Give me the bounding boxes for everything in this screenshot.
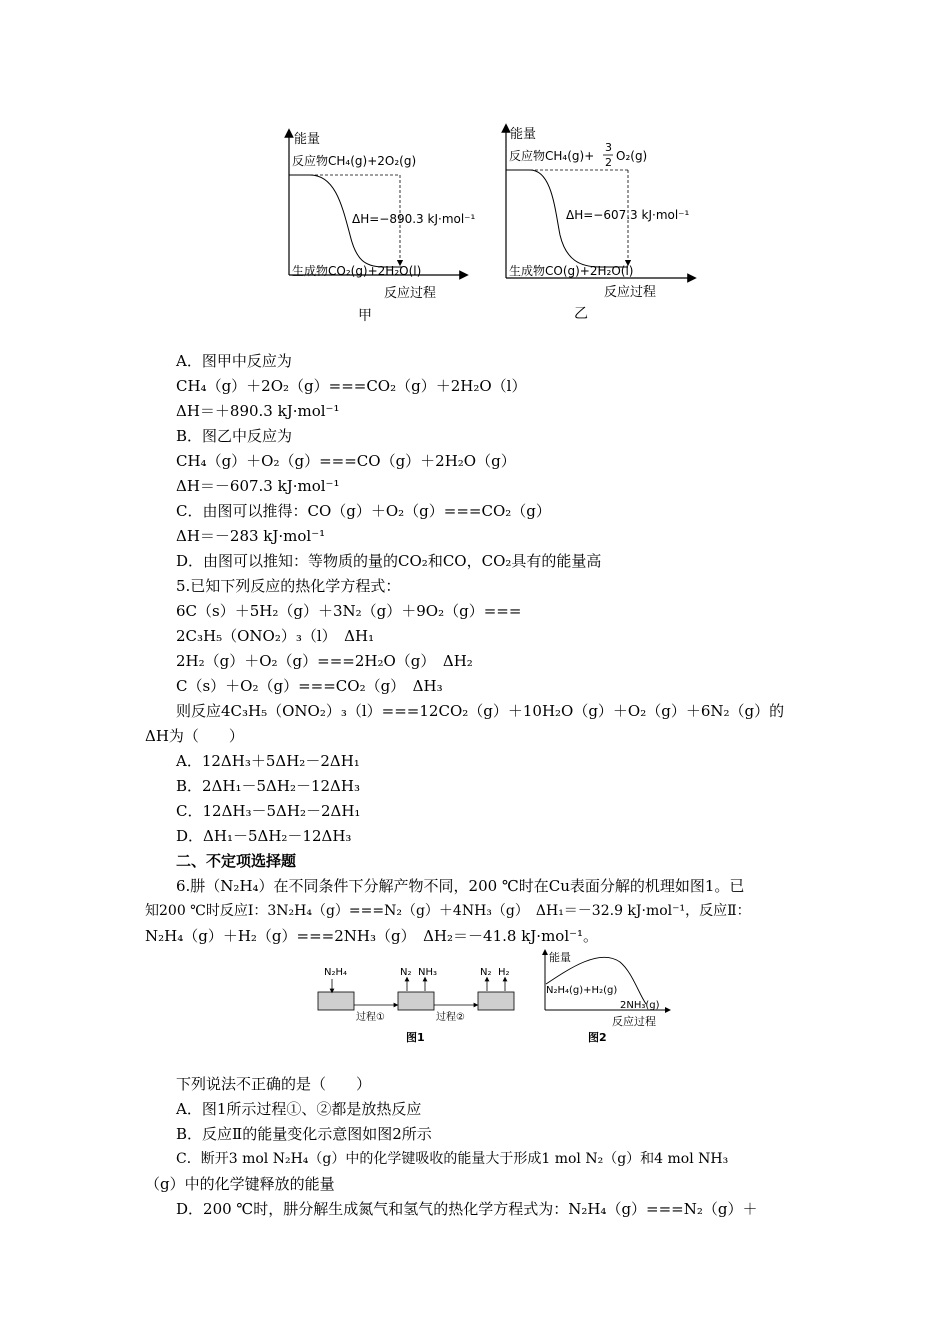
q5-stem: 5.已知下列反应的热化学方程式： — [176, 577, 401, 595]
q5-eq2: 2H₂（g）＋O₂（g）===2H₂O（g） ΔH₂ — [176, 652, 473, 670]
q6-stem-line1: 6.肼（N₂H₄）在不同条件下分解产物不同，200 ℃时在Cu表面分解的机理如图1。已 — [176, 877, 745, 895]
q4-option-b-equation: CH₄（g）＋O₂（g）===CO（g）＋2H₂O（g） — [176, 452, 516, 470]
figure-jia-svg — [280, 125, 480, 315]
reactant-label: 反应物CH₄(g)+ — [509, 149, 595, 163]
q4-option-a: A．图甲中反应为 — [176, 352, 292, 370]
q6-option-c-line2: （g）中的化学键释放的能量 — [145, 1175, 335, 1193]
fig1-step1: 过程① — [356, 1012, 385, 1023]
q5-option-b: B．2ΔH₁－5ΔH₂－12ΔH₃ — [176, 777, 360, 795]
figure-2 — [540, 948, 680, 1048]
q4-option-a-dh: ΔH＝＋890.3 kJ·mol⁻¹ — [176, 402, 340, 420]
q6-stem-line2: 知200 ℃时反应Ⅰ：3N₂H₄（g）===N₂（g）＋4NH₃（g） ΔH₁＝－32.9 kJ·mol⁻¹，反应Ⅱ： — [145, 903, 751, 919]
delta-h-label: ΔH=−607.3 kJ·mol⁻¹ — [566, 208, 690, 222]
q5-option-d: D．ΔH₁－5ΔH₂－12ΔH₃ — [176, 827, 352, 845]
figure-1-svg — [312, 965, 532, 1050]
figure-yi — [500, 120, 710, 310]
q6-ask: 下列说法不正确的是（ ） — [176, 1075, 372, 1093]
x-axis-label: 反应过程 — [604, 285, 657, 300]
q5-eq1b: 2C₃H₅（ONO₂）₃（l） ΔH₁ — [176, 627, 375, 645]
reactant-label: 反应物CH₄(g)+2O₂(g) — [292, 154, 417, 168]
fig1-caption: 图1 — [406, 1031, 425, 1044]
q4-option-a-equation: CH₄（g）＋2O₂（g）===CO₂（g）＋2H₂O（l） — [176, 377, 527, 395]
catalyst-box-1 — [318, 992, 354, 1010]
y-axis-label: 能量 — [510, 127, 537, 142]
fig1-in1: N₂H₄ — [324, 967, 348, 978]
q4-option-b-dh: ΔH＝－607.3 kJ·mol⁻¹ — [176, 477, 340, 495]
fig1-in2b: NH₃ — [418, 967, 438, 978]
fraction-numerator: 3 — [605, 141, 612, 154]
fraction-denominator: 2 — [605, 156, 612, 169]
reactant-label-suffix: O₂(g) — [616, 149, 648, 163]
q4-option-b: B．图乙中反应为 — [176, 427, 293, 445]
q6-option-a: A．图1所示过程①、②都是放热反应 — [176, 1100, 422, 1118]
q5-option-a: A．12ΔH₃＋5ΔH₂－2ΔH₁ — [176, 752, 360, 770]
fig2-y-axis-label: 能量 — [549, 951, 571, 964]
q6-option-c-line1: C．断开3 mol N₂H₄（g）中的化学键吸收的能量大于形成1 mol N₂（g）和4 mol NH₃ — [176, 1151, 729, 1167]
figure-yi-caption: 乙 — [574, 306, 588, 322]
figure-jia-caption: 甲 — [358, 308, 372, 324]
catalyst-box-3 — [478, 992, 514, 1010]
fig1-in3b: H₂ — [498, 967, 510, 978]
q5-option-c: C．12ΔH₃－5ΔH₂－2ΔH₁ — [176, 802, 361, 820]
q6-stem-line3: N₂H₄（g）＋H₂（g）===2NH₃（g） ΔH₂＝－41.8 kJ·mol⁻¹。 — [145, 927, 599, 945]
q6-option-d-line1: D．200 ℃时，肼分解生成氮气和氢气的热化学方程式为：N₂H₄（g）===N₂（g）＋ — [176, 1200, 758, 1218]
delta-h-label: ΔH=−890.3 kJ·mol⁻¹ — [352, 212, 476, 226]
figure-1 — [312, 965, 532, 1050]
fig2-caption: 图2 — [588, 1031, 607, 1044]
q4-option-c-dh: ΔH＝－283 kJ·mol⁻¹ — [176, 527, 326, 545]
catalyst-box-2 — [398, 992, 434, 1010]
section-heading: 二、不定项选择题 — [176, 852, 297, 870]
q5-eq1a: 6C（s）＋5H₂（g）＋3N₂（g）＋9O₂（g）=== — [176, 602, 522, 620]
fig1-in2a: N₂ — [400, 967, 412, 978]
figure-2-svg — [540, 948, 680, 1048]
q4-option-c: C．由图可以推得：CO（g）＋O₂（g）===CO₂（g） — [176, 502, 551, 520]
fig1-in3a: N₂ — [480, 967, 492, 978]
q5-ask-line1: 则反应4C₃H₅（ONO₂）₃（l）===12CO₂（g）＋10H₂O（g）＋O₂（g）＋6N₂（g）的 — [176, 702, 785, 720]
fig2-product: 2NH₃(g) — [620, 1000, 660, 1011]
figure-jia — [280, 125, 480, 315]
fig1-step2: 过程② — [436, 1012, 465, 1023]
fig2-energy-curve — [546, 957, 646, 1004]
fig2-x-axis-label: 反应过程 — [612, 1015, 656, 1028]
q5-eq3: C（s）＋O₂（g）===CO₂（g） ΔH₃ — [176, 677, 443, 695]
product-label: 生成物CO(g)+2H₂O(l) — [509, 264, 634, 278]
fig2-reactant: N₂H₄(g)+H₂(g) — [546, 985, 618, 996]
product-label: 生成物CO₂(g)+2H₂O(l) — [292, 264, 422, 278]
y-axis-label: 能量 — [294, 132, 321, 147]
figure-yi-svg — [500, 120, 710, 310]
q4-option-d: D．由图可以推知：等物质的量的CO₂和CO，CO₂具有的能量高 — [176, 552, 602, 570]
q6-option-b: B．反应Ⅱ的能量变化示意图如图2所示 — [176, 1125, 432, 1143]
x-axis-label: 反应过程 — [384, 286, 437, 301]
q5-ask-line2: ΔH为（ ） — [145, 727, 244, 745]
